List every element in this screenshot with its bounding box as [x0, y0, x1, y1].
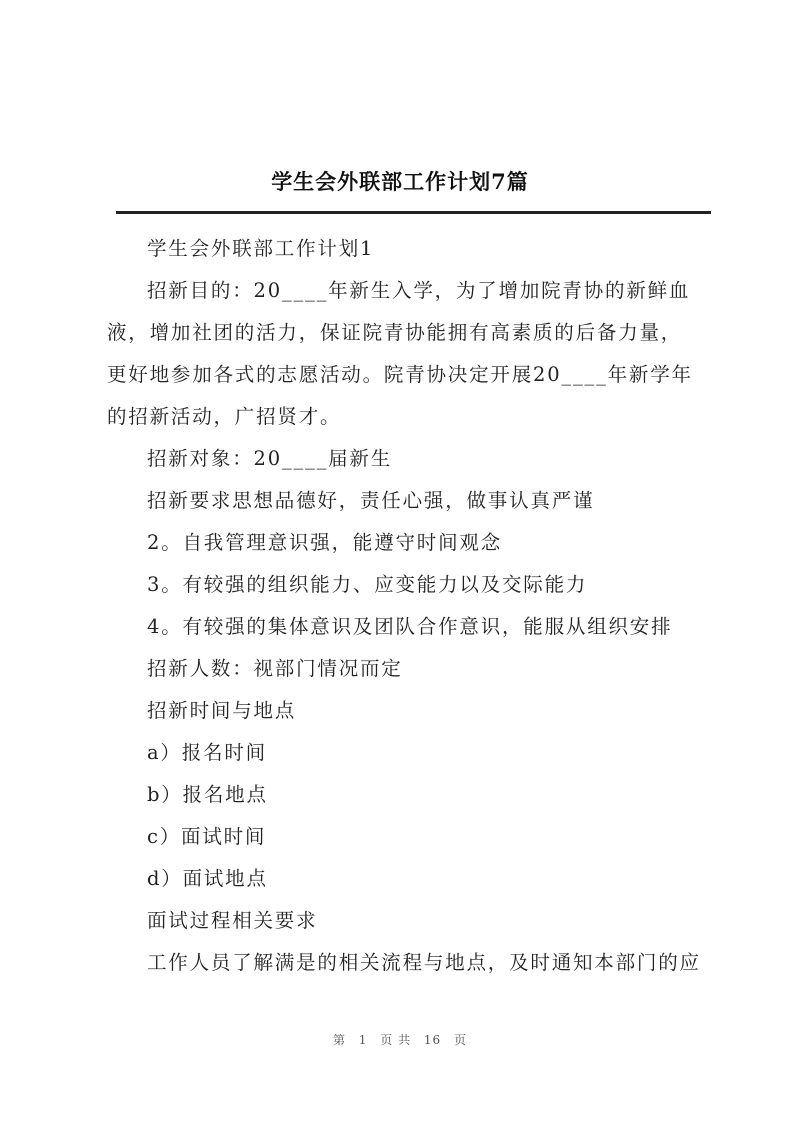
- section-heading: 学生会外联部工作计划1: [147, 237, 375, 260]
- paragraph-recruit-target: 招新对象：20____届新生: [147, 447, 393, 470]
- document-title: 学生会外联部工作计划7篇: [271, 169, 529, 194]
- document-body: [107, 228, 703, 984]
- list-item: 2。自我管理意识强，能遵守时间观念: [147, 531, 503, 554]
- footer-mid: 页 共: [380, 1033, 412, 1047]
- list-item: a）报名时间: [147, 741, 267, 764]
- paragraph-recruit-count: 招新人数：视部门情况而定: [147, 657, 403, 680]
- current-page-number: 1: [358, 1033, 368, 1047]
- list-item: 3。有较强的组织能力、应变能力以及交际能力: [147, 573, 588, 596]
- paragraph-time-place: 招新时间与地点: [147, 699, 297, 722]
- list-item: b）报名地点: [147, 783, 268, 806]
- page-footer: [0, 1031, 800, 1048]
- paragraph-interview-requirements: 面试过程相关要求: [147, 909, 318, 932]
- list-item: c）面试时间: [147, 825, 267, 848]
- total-pages-number: 16: [423, 1033, 442, 1047]
- list-item: d）面试地点: [147, 867, 268, 890]
- paragraph-recruit-requirement: 招新要求思想品德好，责任心强，做事认真严谨: [147, 489, 595, 512]
- paragraph-staff-notice: 工作人员了解满是的相关流程与地点，及时通知本部门的应: [147, 951, 701, 974]
- footer-suffix: 页: [454, 1033, 468, 1047]
- footer-prefix: 第: [332, 1033, 346, 1047]
- paragraph-recruit-purpose: 招新目的：20____年新生入学，为了增加院青协的新鲜血液，增加社团的活力，保证院青协能拥有高素质的后备力量，更好地参加各式的志愿活动。院青协决定开展20____年新学年的招新活动，广招贤才。: [107, 279, 693, 428]
- list-item: 4。有较强的集体意识及团队合作意识，能服从组织安排: [147, 615, 673, 638]
- title-divider: [116, 211, 711, 214]
